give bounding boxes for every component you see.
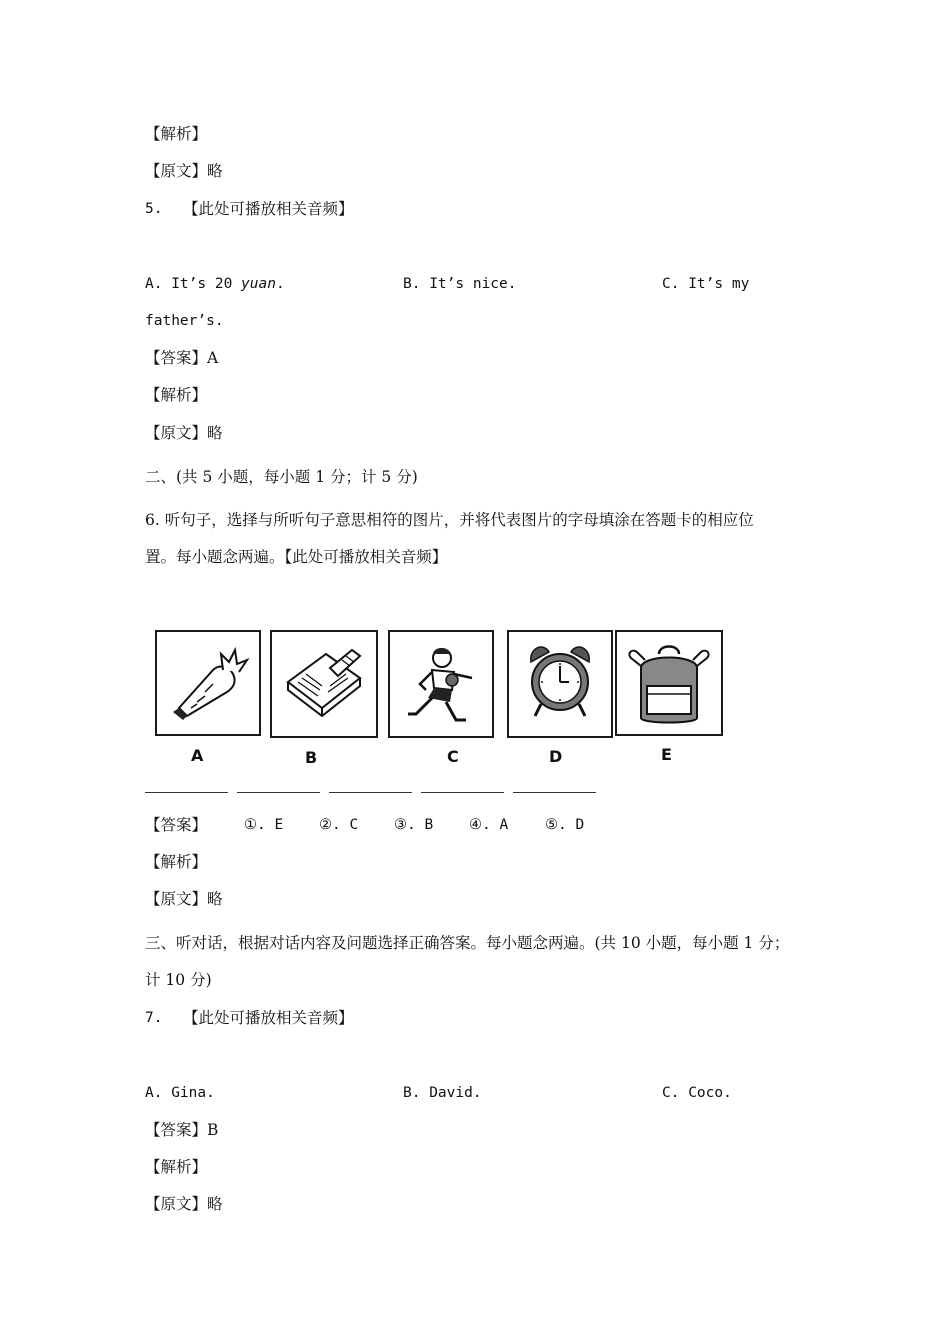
question-6-text-continued: 置。每小题念两遍。【此处可播放相关音频】	[145, 548, 448, 566]
answer-blank-2[interactable]	[237, 792, 320, 793]
section-3-heading-continued: 计 10 分)	[145, 971, 212, 989]
option-5b[interactable]: B. It’s nice.	[403, 276, 517, 292]
option-7a[interactable]: A. Gina.	[145, 1085, 215, 1101]
answer-7: 【答案】B	[145, 1121, 219, 1139]
question-7-number: 7.	[145, 1010, 163, 1026]
question-5-audio[interactable]: 【此处可播放相关音频】	[183, 200, 354, 218]
answer-6-item-1: ①. E	[244, 817, 284, 833]
picture-label-c: C	[447, 747, 459, 766]
picture-box-d[interactable]	[507, 630, 613, 738]
original-text-5: 【原文】略	[145, 424, 223, 442]
answer-6-item-3: ③. B	[394, 817, 434, 833]
picture-box-c[interactable]	[388, 630, 494, 738]
answer-blank-3[interactable]	[329, 792, 412, 793]
picture-options	[150, 626, 750, 766]
picture-box-b[interactable]	[270, 630, 378, 738]
original-text-6: 【原文】略	[145, 890, 223, 908]
original-text-7: 【原文】略	[145, 1195, 223, 1213]
running-boy-icon	[390, 632, 492, 736]
carrot-icon	[157, 632, 259, 734]
answer-6-item-4: ④. A	[469, 817, 509, 833]
original-text-label: 【原文】略	[145, 162, 223, 180]
option-7b[interactable]: B. David.	[403, 1085, 482, 1101]
analysis-7: 【解析】	[145, 1158, 208, 1176]
question-6-text: 6. 听句子，选择与所听句子意思相符的图片，并将代表图片的字母填涂在答题卡的相应位	[145, 511, 754, 529]
section-2-heading: 二、(共 5 小题，每小题 1 分；计 5 分)	[145, 468, 418, 486]
answer-blank-4[interactable]	[421, 792, 504, 793]
answer-blank-1[interactable]	[145, 792, 228, 793]
question-5-number: 5.	[145, 201, 163, 217]
analysis-5: 【解析】	[145, 386, 208, 404]
picture-label-a: A	[191, 746, 204, 765]
backpack-icon	[617, 632, 721, 734]
section-3-heading: 三、听对话，根据对话内容及问题选择正确答案。每小题念两遍。(共 10 小题，每小题 1 分；	[145, 934, 790, 952]
analysis-6: 【解析】	[145, 853, 208, 871]
option-5c-continued: father’s.	[145, 313, 224, 329]
picture-label-e: E	[661, 745, 672, 764]
option-5a[interactable]: A. It’s 20 yuan.	[145, 276, 285, 292]
answer-6-item-2: ②. C	[319, 817, 359, 833]
picture-label-b: B	[305, 748, 318, 767]
option-7c[interactable]: C. Coco.	[662, 1085, 732, 1101]
option-5c[interactable]: C. It’s my	[662, 276, 750, 292]
question-7-audio[interactable]: 【此处可播放相关音频】	[183, 1009, 354, 1027]
picture-box-e[interactable]	[615, 630, 723, 736]
analysis-label: 【解析】	[145, 125, 208, 143]
answer-5: 【答案】A	[145, 349, 219, 367]
answer-blank-5[interactable]	[513, 792, 596, 793]
book-pencil-icon	[272, 632, 376, 736]
answer-6-item-5: ⑤. D	[545, 817, 585, 833]
picture-box-a[interactable]	[155, 630, 261, 736]
picture-label-d: D	[549, 747, 563, 766]
alarm-clock-icon	[509, 632, 611, 736]
answer-6-label: 【答案】	[145, 816, 208, 834]
